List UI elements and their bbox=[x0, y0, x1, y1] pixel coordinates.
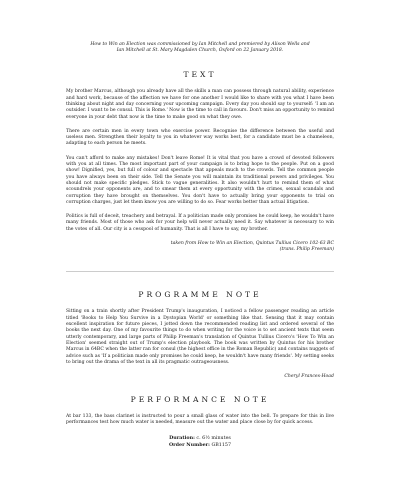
text-heading: TEXT bbox=[183, 70, 217, 80]
programme-note-paragraph: Sitting on a train shortly after President Trump's inauguration, I noticed a fellow passenger reading an article titled 'Books to Help You Survive in a Dystopian World' or something like that. Sensing that it may contain excellent inspiration for future pieces, I jotted down the recommended reading list and ordered several of the books the next day. One of my favourite things to do when writing for the voice is to set ancient texts that seem utterly contemporary, and large parts of Philip Freeman's translation of Quintus Tullius Cicero's 'How To Win an Election' seemed straight out of Trump's election playbook. The book was written by Quintus for his brother Marcus in 64BC when the latter ran for consul (the highest office in the Roman Republic) and contains nuggets of advice such as 'If a politician made only promises he could keep, he wouldn't have many friends'. My setting seeks to bring out the drama of the text in all its pragmatic outrageousness. bbox=[66, 309, 334, 365]
commission-note-line2: Ian Mitchell at St. Mary Magdalen Church, Oxford on 22 January 2018. bbox=[116, 48, 284, 54]
text-paragraph-3: You can't afford to make any mistakes! Don't leave Rome! It is vital that you have a crowd of devoted followers with you at all times. The most important part of your campaign is to bring hope to the people. Put on a good show! Dignified, yes, but full of colour and spectacle that appeals much to the crowds. Tell the common people you have always been on their side. Tell the Senate you will maintain its traditional powers and privileges. You should not make specific pledges. Stick to vague generalities. It also wouldn't hurt to remind them of what scoundrels your opponents are, and to smear them at every opportunity with the crimes, sexual scandals and corruption they have brought on themselves. You don't have to actually bring your opponents to trial on corruption charges, just let them know you are willing to do so. Fear works better than actual litigation. bbox=[66, 155, 334, 205]
divider-1 bbox=[66, 271, 334, 272]
order-number-line bbox=[66, 442, 334, 449]
text-attribution bbox=[66, 241, 334, 253]
text-paragraph-4: Politics is full of deceit, treachery and betrayal. If a politician made only promises he could keep, he wouldn't have many friends. Most of those who ask for your help will never actually need it. Say whatever is necessary to win the votes of all. Our city is a cesspool of humanity. That is all I have to say, my brother. bbox=[66, 214, 334, 232]
performance-note-paragraph: At bar 133, the bass clarinet is instructed to pour a small glass of water into the bell. To prepare for this in live performances test how much water is needed, measure out the water and place close by for quick access. bbox=[66, 414, 334, 426]
duration-value: c. 6½ minutes bbox=[196, 435, 231, 441]
commission-note bbox=[66, 42, 334, 54]
commission-note-line1: How to Win an Election was commissioned by Ian Mitchell and premiered by Alison Wells and bbox=[90, 42, 310, 47]
performance-note-heading: PERFORMANCE NOTE bbox=[130, 395, 270, 405]
attribution-line2: (trans. Philip Freeman) bbox=[279, 247, 334, 253]
attribution-line1: taken from How to Win an Election, Quintus Tullius Cicero 102-63 BC bbox=[170, 241, 334, 247]
order-number-value: GB1157 bbox=[211, 442, 232, 448]
text-paragraph-2: There are certain men in every town who exercise power. Recognise the difference between the useful and useless men. Strengthen their loyalty to you in whatever way works best, for a candidate must be a chameleon, adapting to each person he meets. bbox=[66, 128, 334, 147]
composer-signature: Cheryl Frances-Hoad bbox=[284, 374, 334, 380]
duration-label: Duration: bbox=[169, 434, 195, 441]
programme-note-heading: PROGRAMME NOTE bbox=[138, 290, 262, 300]
order-number-label: Order Number: bbox=[168, 441, 210, 448]
duration-line bbox=[66, 435, 334, 442]
text-paragraph-1: My brother Marcus, although you already have all the skills a man can possess through natural ability, experience and hard work, because of the affection we have for one another I would like to share with you what I have been thinking about night and day concerning your upcoming campaign. Every day you should say to yourself: 'I am an outsider. I want to be consul. This is Rome.' Now is the time to call in favours. Don't miss an opportunity to remind everyone in your debt that now is the time to make good on what they owe. bbox=[66, 89, 334, 120]
